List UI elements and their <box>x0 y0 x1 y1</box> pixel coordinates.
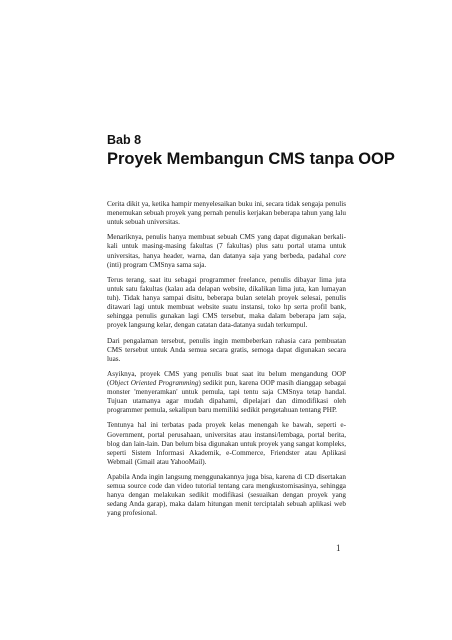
italic-text-span: Object Oriented Programming <box>109 378 199 387</box>
paragraph <box>107 276 346 331</box>
text-span: Asyiknya, proyek CMS yang penulis buat saat itu belum mengandung OOP ( <box>107 369 346 387</box>
page-number: 1 <box>336 543 341 553</box>
text-span: Menariknya, penulis hanya membuat sebuah CMS yang dapat digunakan berkali-kali untuk masing-masing fakultas (7 fakultas) plus satu portal utama untuk universitas, hanya header, warna, dan datanya saja yang berbeda, padahal <box>107 233 346 260</box>
italic-text-span: core <box>333 251 346 260</box>
body-text <box>107 200 346 525</box>
paragraph <box>107 370 346 415</box>
paragraph <box>107 421 346 466</box>
text-span: (inti) program CMSnya sama saja. <box>107 260 207 269</box>
text-span: Tentunya hal ini terbatas pada proyek kelas menengah ke bawah, seperti e-Government, portal perusahaan, universitas atau instansi/lembaga, portal berita, blog dan lain-lain. Dan belum bisa digunakan untuk proyek yang sangat kompleks, seperti Sistem Informasi Akademik, e-Commerce, Friendster atau Aplikasi Webmail (Gmail atau YahooMail). <box>107 421 346 466</box>
text-span: Cerita dikit ya, ketika hampir menyelesaikan buku ini, secara tidak sengaja penulis menemukan sebuah proyek yang pernah penulis kerjakan beberapa tahun yang lalu untuk sebuah universitas. <box>107 200 346 227</box>
chapter-label: Bab 8 <box>107 133 142 147</box>
text-span: Dari pengalaman tersebut, penulis ingin membeberkan rahasia cara pembuatan CMS tersebut untuk Anda semua secara gratis, semoga dapat digunakan secara luas. <box>107 336 346 363</box>
paragraph <box>107 337 346 364</box>
paragraph <box>107 200 346 227</box>
paragraph <box>107 233 346 269</box>
paragraph <box>107 473 346 518</box>
text-span: Terus terang, saat itu sebagai programmer freelance, penulis dibayar lima juta untuk satu fakultas (kalau ada delapan website, dikalikan lima juta, kan lumayan tuh). Tidak hanya sampai disitu, beberapa bulan setelah proyek selesai, penulis ditawari lagi untuk membuat website suatu instansi, toko hp serta profil bank, sehingga penulis gunakan lagi CMS tersebut, maka dalam beberapa jam saja, proyek langsung kelar, dengan catatan data-datanya sudah terkumpul. <box>107 275 346 330</box>
text-span: ) sedikit pun, karena OOP masih dianggap sebagai monster 'menyeramkan' untuk pemula, tapi tentu saja CMSnya tetap handal. Tujuan utamanya agar mudah dipahami, dipelajari dan dimodifikasi oleh programmer pemula, sekalipun baru memiliki sedikit pengetahuan tentang PHP. <box>107 378 346 415</box>
text-span: Apabila Anda ingin langsung menggunakannya juga bisa, karena di CD disertakan semua source code dan video tutorial tentang cara mengkustomisasinya, sehingga hanya dengan melakukan sedikit modifikasi (sesuaikan dengan proyek yang sedang Anda garap), maka dalam hitungan menit terciptalah sebuah aplikasi web yang profesional. <box>107 473 346 518</box>
chapter-title: Proyek Membangun CMS tanpa OOP <box>107 150 395 168</box>
